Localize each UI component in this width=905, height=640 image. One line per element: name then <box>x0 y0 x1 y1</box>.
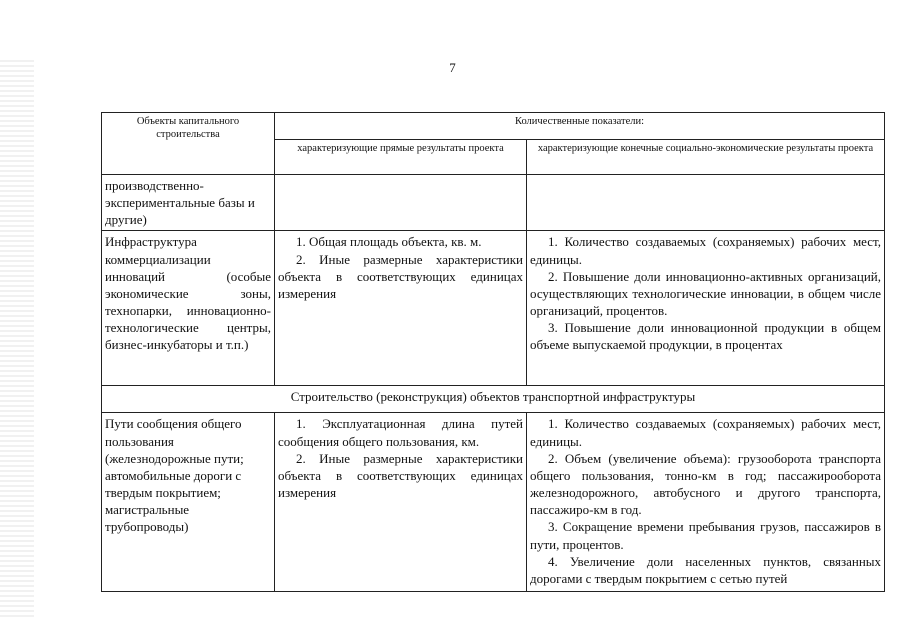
direct-results-cell <box>275 175 527 231</box>
final-item: 3. Сокращение времени пребывания грузов, пассажиров в пути, процентов. <box>530 519 882 552</box>
header-final-results: характеризующие конечные социально-экономические результаты проекта <box>527 140 885 175</box>
table-row <box>102 231 885 386</box>
final-results-cell <box>527 413 885 592</box>
header-indicators-group: Количественные показатели: <box>275 113 885 140</box>
object-cell: Инфраструктура коммерциализации инноваций (особые экономические зоны, технопарки, инновационно-технологические центры, бизнес-инкубаторы и т.п.) <box>102 231 275 386</box>
final-results-cell <box>527 231 885 386</box>
final-item: 2. Повышение доли инновационно-активных организаций, осуществляющих технологические инновации, в общем числе организаций, процентов. <box>530 268 882 319</box>
final-item: 1. Количество создаваемых (сохраняемых) рабочих мест, единицы. <box>530 416 882 449</box>
section-row <box>102 386 885 413</box>
object-cell: Пути сообщения общего пользования (железнодорожные пути; автомобильные дороги с твердым покрытием; магистральные трубопроводы) <box>102 413 275 592</box>
final-item: 3. Повышение доли инновационной продукции в общем объеме выпускаемой продукции, в процентах <box>530 320 882 353</box>
table-row <box>102 413 885 592</box>
table-header-row <box>102 113 885 140</box>
section-title: Строительство (реконструкция) объектов транспортной инфраструктуры <box>102 386 885 413</box>
final-item: 4. Увеличение доли населенных пунктов, связанных дорогами с твердым покрытием с сетью путей <box>530 553 882 586</box>
header-direct-results: характеризующие прямые результаты проекта <box>275 140 527 175</box>
direct-item: 2. Иные размерные характеристики объекта в соответствующих единицах измерения <box>278 450 523 501</box>
direct-results-cell <box>275 413 527 592</box>
final-item: 1. Количество создаваемых (сохраняемых) рабочих мест, единицы. <box>530 234 882 267</box>
final-item: 2. Объем (увеличение объема): грузооборота транспорта общего пользования, тонно-км в год; пассажирооборота железнодорожного, автобусного и другого транспорта, пассажиро-км в год. <box>530 450 882 518</box>
direct-results-cell <box>275 231 527 386</box>
direct-item: 2. Иные размерные характеристики объекта в соответствующих единицах измерения <box>278 251 523 301</box>
header-objects: Объекты капитального строительства <box>102 113 275 175</box>
final-results-cell <box>527 175 885 231</box>
scan-edge-artifact <box>0 60 34 620</box>
direct-item: 1. Общая площадь объекта, кв. м. <box>296 234 482 250</box>
table-row <box>102 175 885 231</box>
indicators-table <box>101 112 885 592</box>
page-number: 7 <box>449 60 456 75</box>
direct-item: 1. Эксплуатационная длина путей сообщения общего пользования, км. <box>278 416 523 449</box>
object-cell: производственно-экспериментальные базы и другие) <box>102 175 275 231</box>
